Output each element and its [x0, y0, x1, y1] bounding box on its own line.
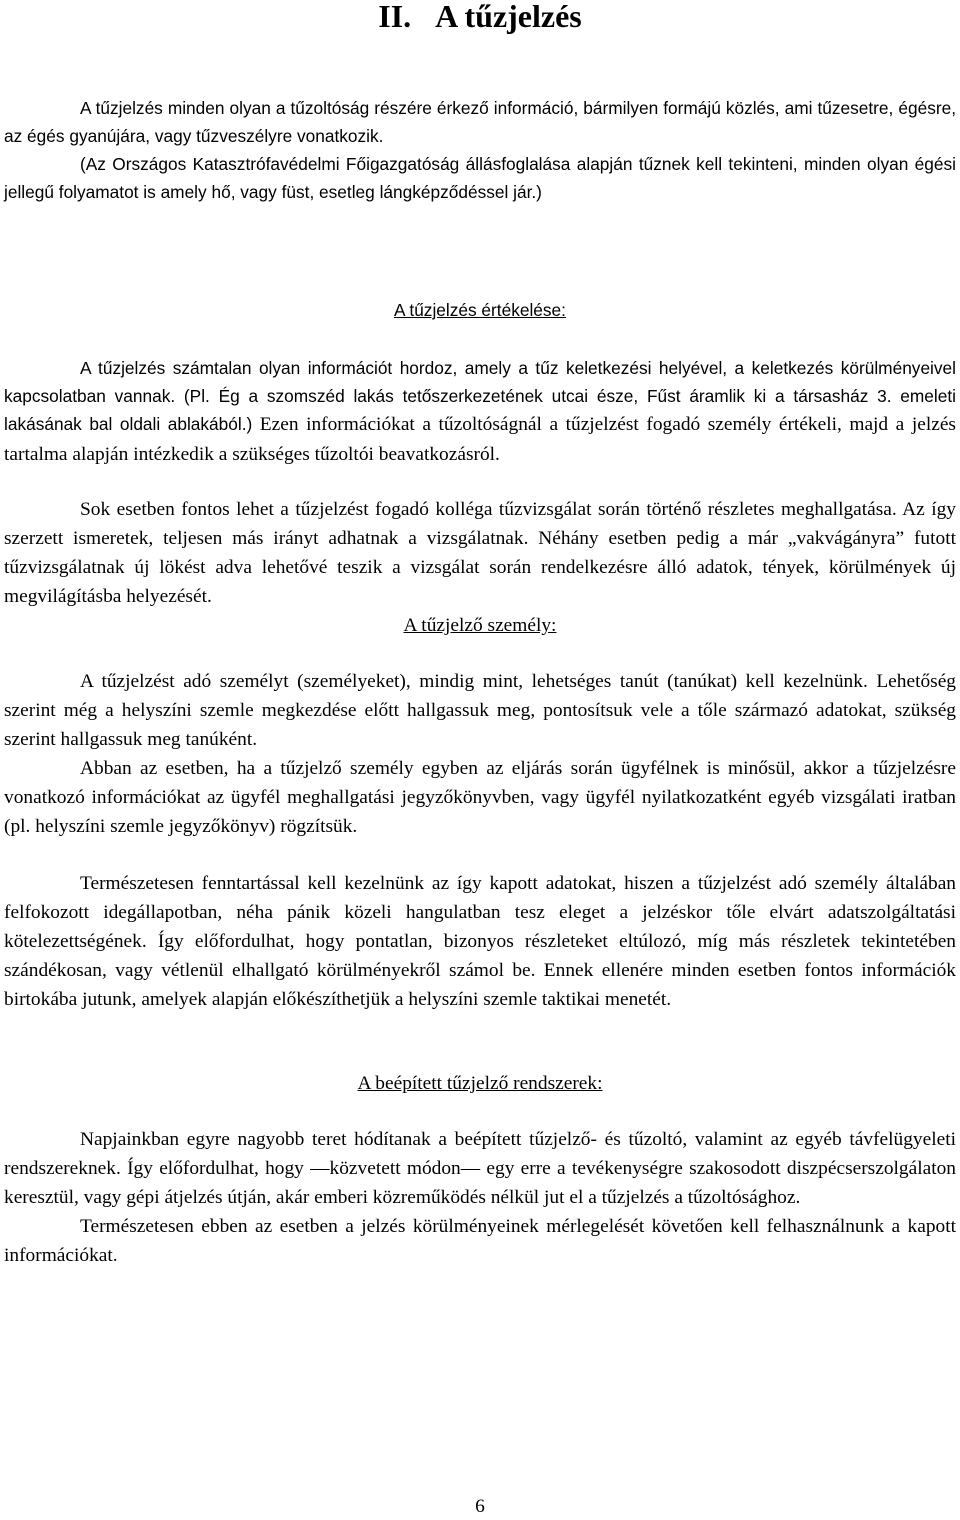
evaluation-section-2	[4, 496, 956, 612]
chapter-number: II.	[378, 0, 412, 34]
systems-section	[4, 1126, 956, 1271]
page-number: 6	[475, 1496, 485, 1517]
evaluation-paragraph-1b: Ezen információkat a tűzoltóságnál a tűzjelzést fogadó személy értékeli, majd a jelzés tartalma alapján intézkedik a szükséges tűzoltói beavatkozásról.	[4, 414, 956, 465]
intro-paragraph-2: (Az Országos Katasztrófavédelmi Főigazgatóság állásfoglalása alapján tűznek kell tekinteni, minden olyan égési jellegű folyamatot is amely hő, vagy füst, esetleg lángképződéssel jár.)	[4, 154, 956, 202]
evaluation-section	[4, 354, 956, 470]
systems-paragraph-2: Természetesen ebben az esetben a jelzés körülményeinek mérlegelését követően kell felhasználnunk a kapott információkat.	[4, 1215, 956, 1266]
reporter-paragraph-3: Természetesen fenntartással kell kezelnünk az így kapott adatokat, hiszen a tűzjelzést adó személy általában felfokozott idegállapotban, néha pánik közeli hangulatban tesz eleget a jelzéskor tőle elvárt adatszolgáltatási kötelezettségének. Így előfordulhat, hogy pontatlan, bizonyos részleteket eltúlozó, míg más részletek tekintetében szándékosan, vagy vétlenül elhallgató körülményekről számol be. Ennek ellenére minden esetben fontos információk birtokába jutunk, amelyek alapján előkészíthetjük a helyszíni szemle taktikai menetét.	[4, 873, 956, 1010]
reporter-section-2	[4, 870, 956, 1015]
reporter-heading: A tűzjelző személy:	[403, 615, 557, 636]
page-title	[0, 0, 960, 38]
evaluation-paragraph-1a: A tűzjelzés számtalan olyan információt hordoz, amely a tűz keletkezési helyével, a keletkezés körülményeivel kapcsolatban vannak. (Pl. Ég a szomszéd lakás tetőszerkezetének utcai észe, Fűst áramlik ki a társasház 3. emeleti lakásának bal oldali ablakából.)	[4, 358, 956, 434]
intro-paragraph-1: A tűzjelzés minden olyan a tűzoltóság részére érkező információ, bármilyen formájú közlés, ami tűzesetre, égésre, az égés gyanújára, vagy tűzveszélyre vonatkozik.	[4, 98, 956, 146]
reporter-paragraph-2: Abban az esetben, ha a tűzjelző személy egyben az eljárás során ügyfélnek is minősül, akkor a tűzjelzésre vonatkozó információkat az ügyfél meghallgatási jegyzőkönyvben, vagy ügyfél nyilatkozatként egyéb vizsgálati iratban (pl. helyszíni szemle jegyzőkönyv) rögzítsük.	[4, 757, 956, 837]
evaluation-heading: A tűzjelzés értékelése:	[394, 300, 566, 320]
intro-section	[4, 94, 956, 206]
chapter-title: A tűzjelzés	[435, 0, 582, 34]
reporter-paragraph-1: A tűzjelzést adó személyt (személyeket), mindig mint, lehetséges tanút (tanúkat) kell kezelnünk. Lehetőség szerint még a helyszíni szemle megkezdése előtt hallgassuk meg, pontosítsuk vele a tőle származó adatokat, szükség szerint hallgassuk meg tanúként.	[4, 671, 956, 750]
evaluation-paragraph-2: Sok esetben fontos lehet a tűzjelzést fogadó kolléga tűzvizsgálat során történő részletes meghallgatása. Az így szerzett ismeretek, teljesen más irányt adhatnak a vizsgálatnak. Néhány esetben pedig a már „vakvágányra” futott tűzvizsgálatnak új lökést adva lehetővé teszik a vizsgálat során rendelkezésre álló adatok, tények, körülmények új megvilágításba helyezését.	[4, 499, 956, 607]
evaluation-paragraph-1	[4, 354, 956, 470]
reporter-section	[4, 668, 956, 841]
systems-heading: A beépített tűzjelző rendszerek:	[357, 1073, 603, 1094]
systems-paragraph-1: Napjainkban egyre nagyobb teret hódítanak a beépített tűzjelző- és tűzoltó, valamint az egyéb távfelügyeleti rendszereknek. Így előfordulhat, hogy ―közvetett módon― egy erre a tevékenységre szakosodott diszpécserszolgálaton keresztül, vagy gépi átjelzés útján, akár emberi közreműködés nélkül jut el a tűzjelzés a tűzoltósághoz.	[4, 1129, 956, 1208]
